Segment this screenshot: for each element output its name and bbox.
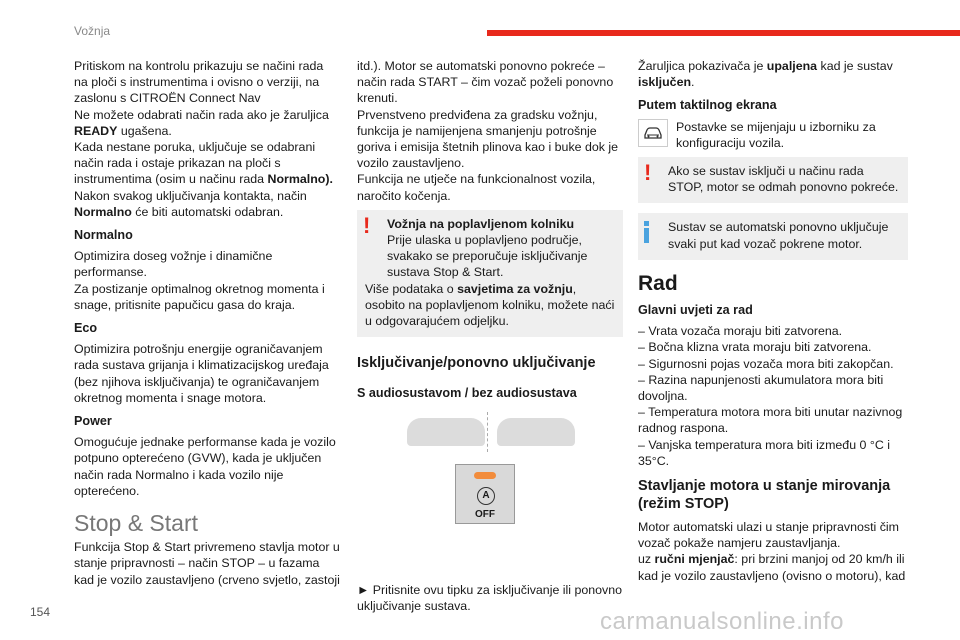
stop-mode-warning-box (638, 157, 908, 203)
header-accent-bar (487, 30, 960, 36)
ready-paragraph (74, 107, 340, 139)
lit-label: upaljena (766, 59, 818, 73)
purpose-paragraph: Prvenstveno predviđena za gradsku vožnju, funkcija je namijenjena smanjenju potrošnje goriva i emisija štetnih plinova kao i buke dok je vozilo zaustavljeno. (357, 107, 619, 171)
press-instruction: ► Pritisnite ovu tipku za isključivanje ili ponovno uključivanje sustava. (357, 582, 623, 613)
text-run: : pri brzini manjoj od 20 km/h ili kad je vozilo zaustavljeno (ovisno o motoru), kad (638, 552, 906, 583)
auto-stop-icon: A (477, 487, 495, 505)
flood-warning-box (357, 210, 623, 337)
mode-message-paragraph (74, 139, 340, 188)
stop-start-button-figure (357, 412, 623, 572)
stop-mode-heading: Stavljanje motora u stanje mirovanja (režim STOP) (638, 478, 891, 513)
warning-exclamation-icon: ! (363, 212, 371, 238)
column-1 (74, 58, 340, 592)
list-item: – Temperatura motora mora biti unutar nazivnog radnog raspona. (638, 405, 903, 436)
touch-screen-heading: Putem taktilnog ekrana (638, 98, 777, 113)
text-run: , osobito na poplavljenom kolniku, možete naći u odgovarajućem odjeljku. (365, 281, 615, 329)
warning-exclamation-icon: ! (644, 160, 652, 186)
text-run: . (691, 75, 695, 90)
flood-warning-text-2 (365, 281, 615, 330)
column-2 (357, 58, 623, 618)
off-label: OFF (475, 508, 495, 520)
stop-start-off-button[interactable] (455, 464, 515, 524)
touch-screen-text: Postavke se mijenjaju u izborniku za konfiguraciju vozila. (676, 119, 876, 150)
text-run: Kada nestane poruka, uključuje se odabrani način rada i ostaje prikazan na ploči s instrumentima (osim u načinu rada (74, 140, 316, 187)
normal-heading: Normalno (74, 228, 133, 243)
normal-paragraph-2: Za postizanje optimalnog okretnog momenta i snage, pritisnite papučicu gasa do kraja. (74, 281, 325, 312)
ready-label: READY (74, 123, 118, 138)
driving-advice-label: savjetima za vožnju (457, 281, 573, 296)
indicator-lamp-icon (474, 472, 496, 479)
dashboard-right-illustration (497, 418, 575, 446)
text-run: ugašena. (117, 123, 172, 138)
stop-mode-warning-text: Ako se sustav isključi u načinu rada STOP, motor se odmah ponovno pokreće. (668, 164, 899, 195)
power-paragraph: Omogućuje jednake performanse kada je vozilo potpuno opterećeno (GVW), kada je uključen način rada Normalno i kada vozilo nije opterećeno. (74, 435, 336, 498)
eco-heading: Eco (74, 321, 98, 336)
braking-paragraph: Funkcija ne utječe na funkcionalnost vozila, naročito kočenja. (357, 172, 596, 203)
flood-warning-title: Vožnja na poplavljenom kolniku (387, 216, 575, 231)
watermark-text: carmanualsonline.info (600, 608, 844, 635)
stop-start-paragraph: Funkcija Stop & Start privremeno stavlja motor u stanje pripravnosti – način STOP – u fazama kad je vozilo zaustavljeno (crveno svjetlo, zastoji (74, 540, 340, 587)
audio-system-heading: S audiosustavom / bez audiosustava (357, 386, 577, 401)
auto-reactivation-text: Sustav se automatski ponovno uključuje svaki put kad vozač pokrene motor. (668, 220, 889, 251)
text-run: Ne možete odabrati način rada ako je žaruljica (74, 107, 329, 122)
restart-paragraph: itd.). Motor se automatski ponovno pokreće – način rada START – čim vozač poželi ponovno krenuti. (357, 59, 614, 106)
flood-warning-text-1: Prije ulaska u poplavljeno područje, svakako se preporučuje isključivanje sustava Stop & Start. (387, 233, 588, 280)
column-3 (638, 58, 908, 588)
text-run: će biti automatski odabran. (131, 204, 284, 219)
text-run: Više podataka o (365, 281, 458, 296)
indicator-lamp-paragraph (638, 58, 908, 90)
vehicle-settings-row (638, 119, 908, 151)
operation-heading: Rad (638, 271, 678, 295)
conditions-list (638, 323, 908, 469)
text-run: kad je sustav (817, 59, 893, 73)
normal-mode-label: Normalno (74, 204, 132, 219)
dashboard-left-illustration (407, 418, 485, 446)
manual-gearbox-label: ručni mjenjač (654, 552, 735, 567)
stop-mode-paragraph-2 (638, 551, 908, 583)
section-title: Vožnja (74, 24, 111, 38)
text-run: Nakon svakog uključivanja kontakta, način (74, 188, 307, 203)
power-heading: Power (74, 414, 112, 429)
normal-mode-label: Normalno). (267, 172, 333, 187)
on-off-heading: Isključivanje/ponovno uključivanje (357, 355, 596, 372)
info-icon (644, 221, 649, 243)
text-run: uz (638, 552, 655, 567)
figure-divider (487, 412, 488, 452)
normal-paragraph-1: Optimizira doseg vožnje i dinamične performanse. (74, 249, 273, 280)
eco-paragraph: Optimizira potrošnju energije ograničavanjem rada sustava grijanja i klimatizacijskog uređaja (bez njihova isključivanja) te ograničavanjem okretnog momenta i snage motora. (74, 342, 329, 405)
list-item: – Vanjska temperatura mora biti između 0 °C i 35°C. (638, 437, 890, 468)
stop-start-heading: Stop & Start (74, 510, 199, 537)
intro-paragraph: Pritiskom na kontrolu prikazuju se načini rada na ploči s instrumentima i ovisno o verziji, na zaslonu s CITROËN Connect Nav (74, 59, 324, 106)
main-conditions-heading: Glavni uvjeti za rad (638, 303, 753, 318)
text-run: Žaruljica pokazivača je (638, 59, 767, 73)
list-item: – Sigurnosni pojas vozača mora biti zakopčan. (638, 356, 894, 371)
vehicle-settings-icon (638, 119, 668, 147)
page-number: 154 (30, 605, 51, 619)
list-item: – Bočna klizna vrata moraju biti zatvorena. (638, 340, 872, 355)
default-mode-paragraph (74, 188, 340, 220)
auto-reactivation-info-box (638, 213, 908, 259)
stop-mode-paragraph-1: Motor automatski ulazi u stanje pripravnosti čim vozač pokaže namjeru zaustavljanja. (638, 520, 899, 551)
list-item: – Razina napunjenosti akumulatora mora biti dovoljna. (638, 372, 884, 404)
list-item: – Vrata vozača moraju biti zatvorena. (638, 324, 843, 339)
off-state-label: isključen (638, 75, 692, 90)
